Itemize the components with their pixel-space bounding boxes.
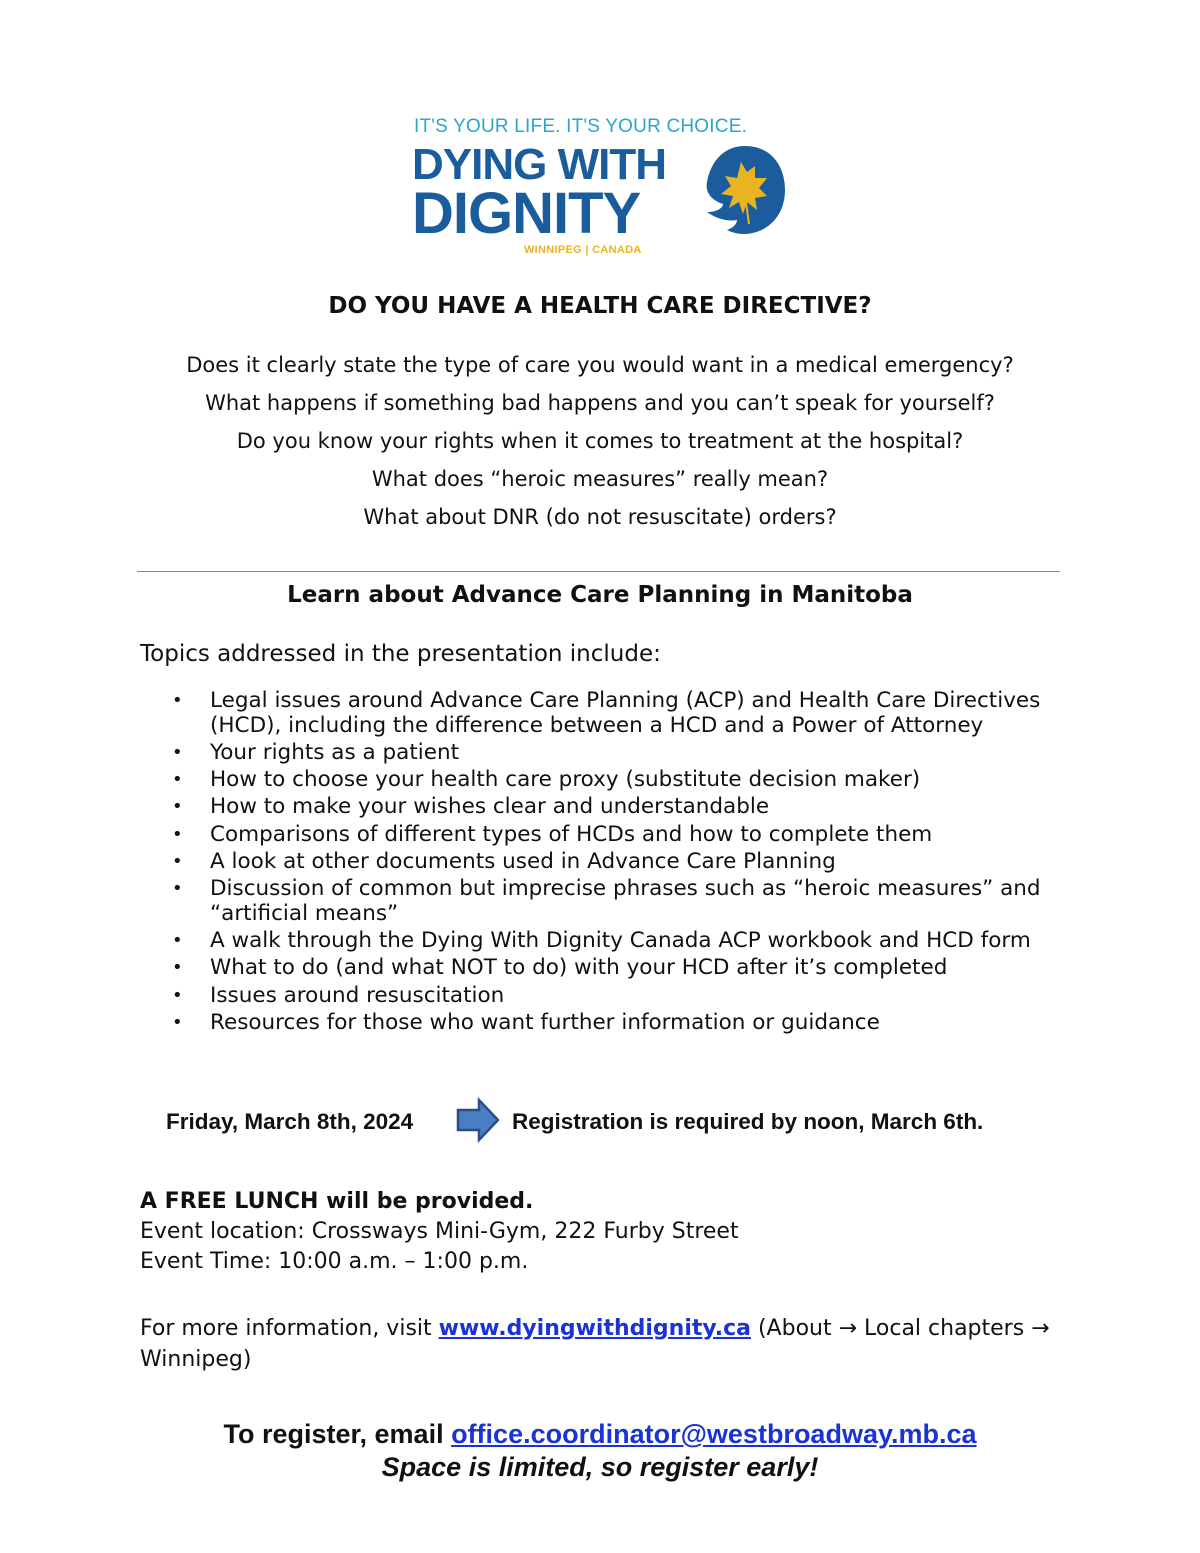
divider xyxy=(137,571,1060,572)
bullet-icon: • xyxy=(172,741,183,763)
bullet-icon: • xyxy=(172,1011,183,1033)
bullet-icon: • xyxy=(172,850,183,872)
question-line: What happens if something bad happens and you can’t speak for yourself? xyxy=(205,391,995,415)
registration-deadline: Registration is required by noon, March 6th. xyxy=(512,1109,984,1134)
right-arrow-icon xyxy=(455,1097,501,1143)
space-limited-note: Space is limited, so register early! xyxy=(381,1452,819,1482)
register-section xyxy=(0,1418,1200,1484)
list-item xyxy=(140,823,1060,848)
more-info-prefix: For more information, visit xyxy=(140,1316,439,1341)
logo-city: WINNIPEG | CANADA xyxy=(524,244,642,256)
page-title: DO YOU HAVE A HEALTH CARE DIRECTIVE? xyxy=(328,293,872,319)
topics-list xyxy=(140,689,1060,1038)
event-date: Friday, March 8th, 2024 xyxy=(166,1109,414,1134)
bullet-icon: • xyxy=(172,930,183,952)
bullet-icon: • xyxy=(172,690,183,711)
register-prefix: To register, email xyxy=(223,1419,452,1449)
logo-tagline: IT'S YOUR LIFE. IT'S YOUR CHOICE. xyxy=(414,116,748,137)
website-link[interactable]: www.dyingwithdignity.ca xyxy=(438,1316,751,1341)
topic-text: Issues around resuscitation xyxy=(210,982,505,1008)
list-item xyxy=(140,956,1060,981)
bullet-icon: • xyxy=(172,796,183,818)
topic-text: Legal issues around Advance Care Planning (ACP) and Health Care Directives (HCD), including the difference between a HCD and a Power of Attorney xyxy=(210,688,1041,738)
logo-line-2: DIGNITY xyxy=(412,181,641,246)
question-line: Do you know your rights when it comes to treatment at the hospital? xyxy=(236,429,964,453)
list-item xyxy=(140,689,1060,738)
event-time: Event Time: 10:00 a.m. – 1:00 p.m. xyxy=(140,1249,529,1274)
more-info-suffix: (About → Local chapters → Winnipeg) xyxy=(140,1316,1050,1372)
list-item xyxy=(140,929,1060,954)
question-line: What does “heroic measures” really mean? xyxy=(371,467,829,491)
bullet-icon: • xyxy=(172,984,183,1006)
topic-text: A walk through the Dying With Dignity Canada ACP workbook and HCD form xyxy=(210,928,1031,954)
topics-intro: Topics addressed in the presentation include: xyxy=(140,641,661,667)
list-item xyxy=(140,741,1060,766)
logo-line-1: DYING WITH xyxy=(412,140,666,189)
question-line: Does it clearly state the type of care you would want in a medical emergency? xyxy=(186,353,1014,377)
topic-text: Discussion of common but imprecise phrases such as “heroic measures” and “artificial means” xyxy=(210,876,1041,926)
topic-text: A look at other documents used in Advance Care Planning xyxy=(210,848,836,874)
email-link[interactable]: office.coordinator@westbroadway.mb.ca xyxy=(451,1419,977,1449)
list-item xyxy=(140,795,1060,820)
list-item xyxy=(140,850,1060,875)
event-date-row xyxy=(0,1097,1200,1147)
list-item xyxy=(140,768,1060,793)
question-list xyxy=(0,346,1200,536)
list-item xyxy=(140,877,1060,926)
list-item xyxy=(140,984,1060,1009)
question-line: What about DNR (do not resuscitate) orders? xyxy=(363,505,837,529)
dying-with-dignity-logo xyxy=(412,112,787,262)
event-location: Event location: Crossways Mini-Gym, 222 Furby Street xyxy=(140,1219,739,1244)
maple-leaf-speech-bubble-icon xyxy=(697,142,787,237)
free-lunch-note: A FREE LUNCH will be provided. xyxy=(140,1189,534,1214)
list-item xyxy=(140,1011,1060,1036)
bullet-icon: • xyxy=(172,823,183,845)
topic-text: What to do (and what NOT to do) with your HCD after it’s completed xyxy=(210,955,948,981)
topic-text: Resources for those who want further information or guidance xyxy=(210,1009,880,1035)
topic-text: How to make your wishes clear and understandable xyxy=(210,794,770,820)
topic-text: How to choose your health care proxy (substitute decision maker) xyxy=(210,767,921,793)
section-heading: Learn about Advance Care Planning in Manitoba xyxy=(287,582,913,608)
topic-text: Your rights as a patient xyxy=(210,739,460,765)
topic-text: Comparisons of different types of HCDs and how to complete them xyxy=(210,821,933,847)
bullet-icon: • xyxy=(172,957,183,979)
bullet-icon: • xyxy=(172,878,183,900)
bullet-icon: • xyxy=(172,769,183,791)
more-info xyxy=(140,1313,1060,1375)
event-details xyxy=(140,1187,739,1277)
